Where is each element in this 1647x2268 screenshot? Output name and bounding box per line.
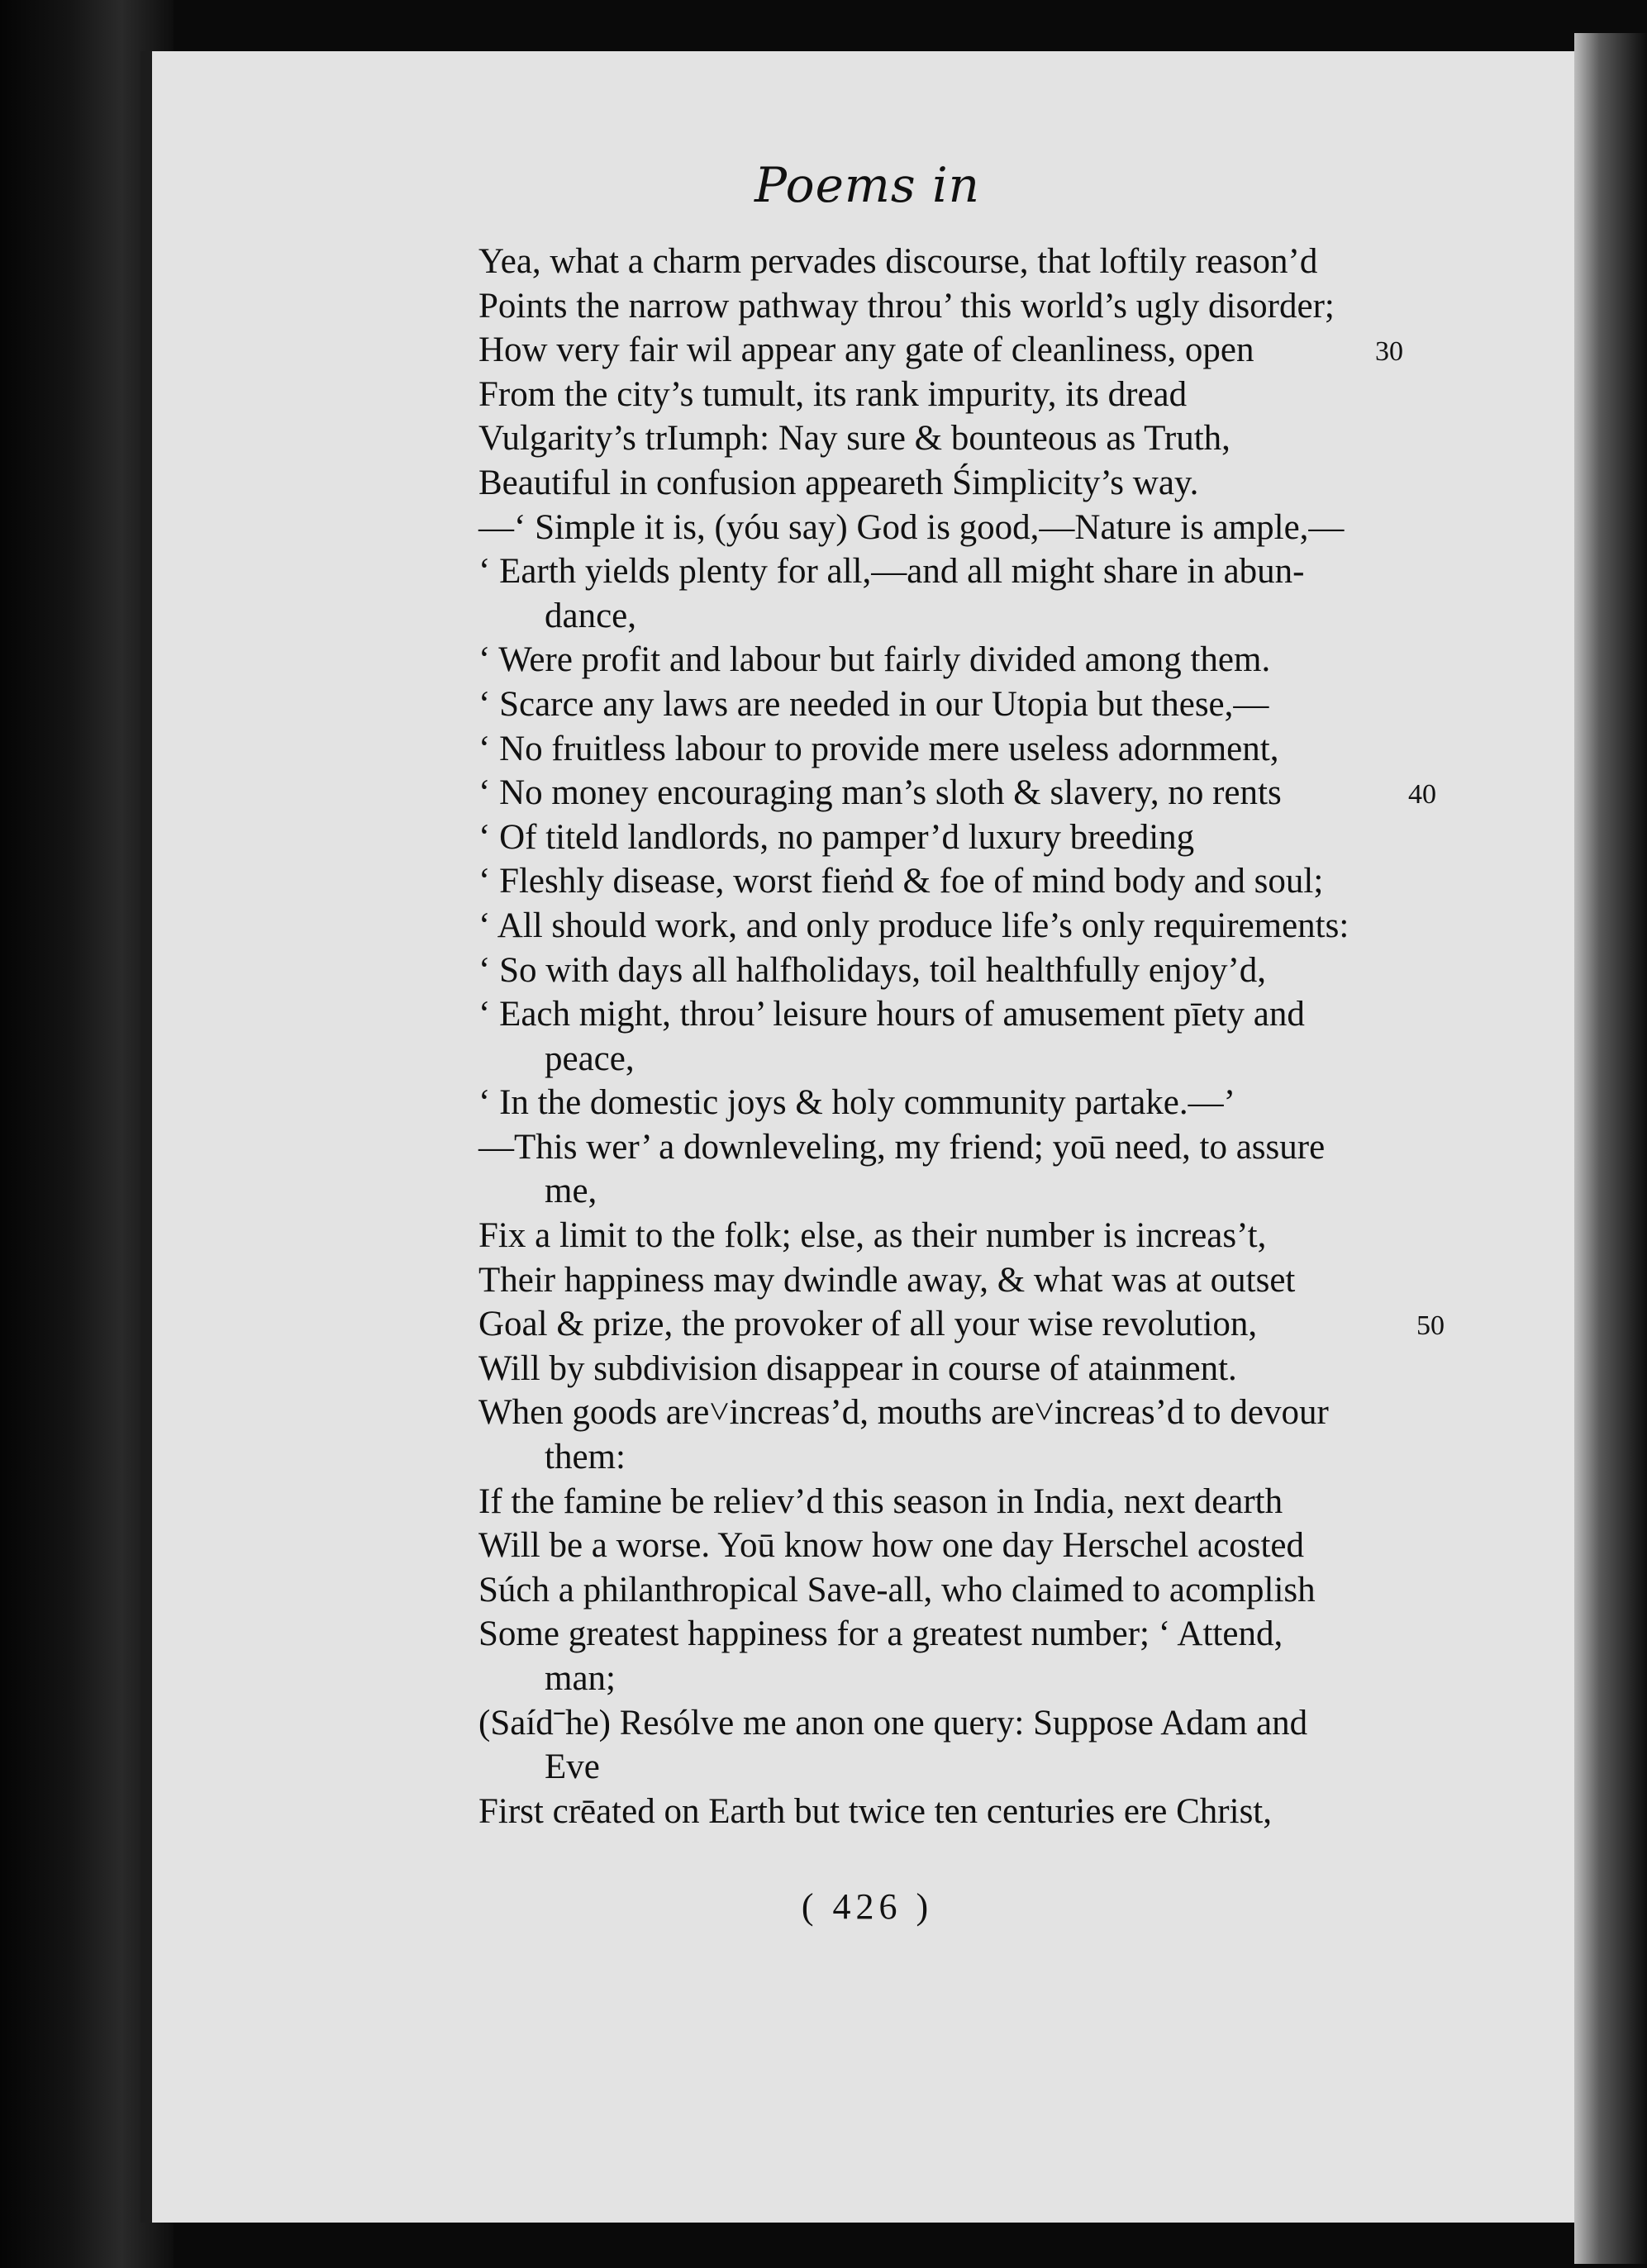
poem-line-text: If the famine be reliev’d this season in India, next dearth (478, 1481, 1283, 1521)
poem-line-text: peace, (545, 1039, 635, 1078)
poem-line-text: ‘ Scarce any laws are needed in our Utopia but these,— (478, 684, 1269, 724)
poem-line-text: Súch a philanthropical Save-all, who claimed to acomplish (478, 1570, 1316, 1609)
poem-line-text: Some greatest happiness for a greatest number; ‘ Attend, (478, 1614, 1283, 1654)
poem-line (478, 1657, 1619, 1701)
poem-line (478, 859, 1619, 904)
poem-line-text: me, (545, 1172, 597, 1211)
poem-line (478, 949, 1619, 993)
book-page (140, 51, 1583, 2223)
poem-line (478, 1258, 1619, 1303)
poem-line-text: Will by subdivision disappear in course of atainment. (478, 1348, 1237, 1388)
running-head: Poems in (754, 157, 981, 213)
poem-line-text: (Saídˉhe) Resólve me anon one query: Suppose Adam and (478, 1703, 1308, 1743)
poem-line (478, 682, 1619, 727)
poem-line-text: ‘ Were profit and labour but fairly divided among them. (478, 640, 1271, 680)
poem-line-text: Points the narrow pathway throu’ this world’s ugly disorder; (478, 286, 1335, 326)
poem-line (478, 549, 1619, 594)
poem-line-text: dance, (545, 596, 637, 635)
poem-line (478, 1125, 1619, 1170)
poem-line-text: First crēated on Earth but twice ten centuries ere Christ, (478, 1791, 1273, 1831)
line-number: 50 (1416, 1310, 1445, 1342)
poem-line-text: ‘ No money encouraging man’s sloth & slavery, no rents (478, 773, 1282, 813)
poem-line (478, 461, 1619, 506)
poem-line (478, 1347, 1619, 1391)
poem-line-text: Beautiful in confusion appeareth Śimplicity’s way. (478, 463, 1199, 502)
poem-line (478, 284, 1619, 329)
poem-line-text: ‘ No fruitless labour to provide mere useless adornment, (478, 729, 1279, 768)
facing-page-edge (1574, 33, 1647, 2264)
poem-line (478, 1701, 1619, 1746)
poem-line (478, 240, 1619, 284)
poem-line (478, 1391, 1619, 1435)
poem-line-text: Yea, what a charm pervades discourse, that loftily reason’d (478, 242, 1318, 281)
poem-line (478, 904, 1619, 949)
poem-line (478, 992, 1619, 1037)
poem-line (478, 771, 1619, 815)
poem-line-text: Fix a limit to the folk; else, as their number is increas’t, (478, 1216, 1267, 1256)
poem-line-text: Eve (545, 1747, 600, 1787)
poem-line-text: When goods are˅increas’d, mouths are˅increas’d to devour (478, 1393, 1329, 1433)
poem-line (478, 1214, 1619, 1258)
poem-line (478, 506, 1619, 550)
poem-line (478, 1790, 1619, 1834)
poem-line-text: ‘ Fleshly disease, worst fieṅd & foe of mind body and soul; (478, 862, 1324, 901)
poem-line (478, 1037, 1619, 1082)
line-number: 30 (1375, 336, 1403, 368)
poem-line-text: —This wer’ a downleveling, my friend; yoū need, to assure (478, 1127, 1326, 1167)
poem-line (478, 1081, 1619, 1125)
line-number: 40 (1408, 779, 1436, 811)
poem-line (478, 1169, 1619, 1214)
poem-line-text: Will be a worse. Yoū know how one day Herschel acosted (478, 1526, 1304, 1566)
poem-line (478, 1568, 1619, 1613)
poem-line (478, 1435, 1619, 1480)
poem-line (478, 416, 1619, 461)
poem-line-text: ‘ In the domestic joys & holy community partake.—’ (478, 1083, 1235, 1123)
poem-line (478, 1480, 1619, 1524)
poem-line (478, 594, 1619, 639)
poem-line-text: —‘ Simple it is, (yóu say) God is good,—Nature is ample,— (478, 507, 1345, 547)
poem-line (478, 1524, 1619, 1568)
poem-line (478, 815, 1619, 860)
poem-line-text: Their happiness may dwindle away, & what was at outset (478, 1260, 1296, 1300)
poem-line (478, 1612, 1619, 1657)
poem-line-text: man; (545, 1659, 616, 1698)
poem-line-text: ‘ So with days all halfholidays, toil healthfully enjoy’d, (478, 950, 1267, 990)
poem-line (478, 1302, 1619, 1347)
poem-line-text: ‘ All should work, and only produce life’s only requirements: (478, 906, 1349, 945)
poem-line (478, 727, 1619, 772)
poem-line (478, 638, 1619, 682)
poem-text (478, 240, 1619, 1833)
poem-line-text: ‘ Each might, throu’ leisure hours of amusement pīety and (478, 995, 1305, 1034)
poem-line (478, 1745, 1619, 1790)
poem-line-text: ‘ Earth yields plenty for all,—and all might share in abun- (478, 552, 1305, 592)
poem-line-text: From the city’s tumult, its rank impurity, its dread (478, 374, 1188, 414)
poem-line-text: them: (545, 1438, 626, 1477)
poem-line-text: How very fair wil appear any gate of cleanliness, open (478, 330, 1254, 370)
poem-line-text: Goal & prize, the provoker of all your wise revolution, (478, 1305, 1258, 1344)
poem-line-text: ‘ Of titeld landlords, no pamper’d luxury breeding (478, 817, 1195, 857)
page-number: ( 426 ) (801, 1886, 934, 1927)
poem-line (478, 328, 1619, 373)
poem-line-text: Vulgarity’s trIumph: Nay sure & bounteous as Truth, (478, 419, 1230, 459)
poem-line (478, 373, 1619, 417)
